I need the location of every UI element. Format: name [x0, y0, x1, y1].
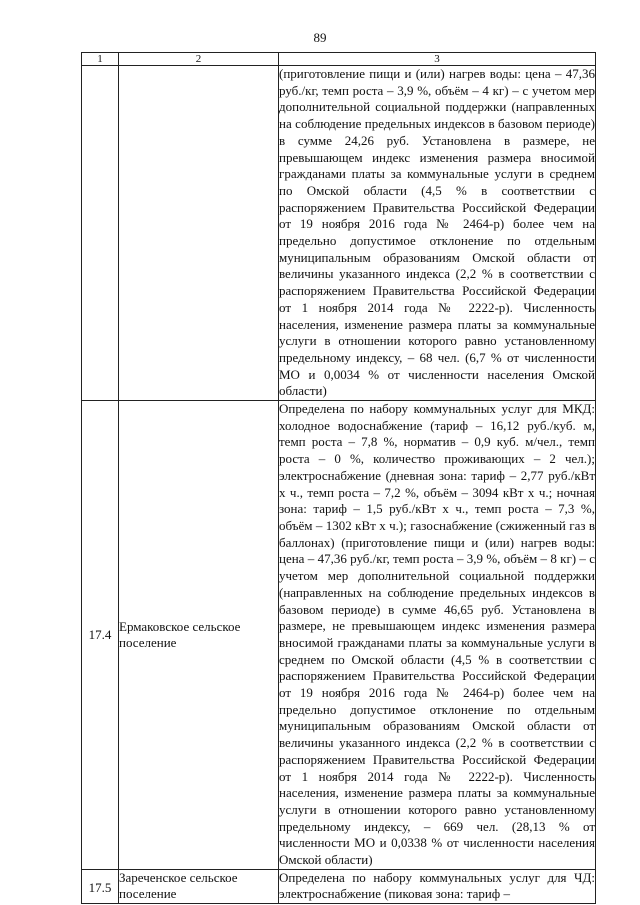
table-row: [82, 869, 596, 903]
header-col-3: 3: [279, 53, 596, 66]
row-settlement-name: Зареченское сельское поселение: [119, 869, 279, 903]
row-number: 17.5: [82, 869, 119, 903]
row-settlement-name: [119, 66, 279, 401]
table-header-row: [82, 53, 596, 66]
tariff-table: [81, 52, 596, 904]
header-col-2: 2: [119, 53, 279, 66]
row-description: Определена по набору коммунальных услуг для МКД: холодное водоснабжение (тариф – 16,12 руб./куб. м, темп роста – 7,8 %, норматив – 0,9 куб. м/чел., темп роста – 0 %, количество проживающих – 2 чел.); электроснабжение (дневная зона: тариф – 2,77 руб./кВт х ч., темп роста – 7,2 %, объём – 3094 кВт х ч.; ночная зона: тариф – 1,5 руб./кВт х ч., темп роста – 7,3 %, объём – 1302 кВт х ч.); газоснабжение (сжиженный газ в баллонах) (приготовление пищи и (или) нагрев воды: цена – 47,36 руб./кг, темп роста – 3,9 %, объём – 8 кг) – с учетом мер дополнительной социальной поддержки (направленных на соблюдение предельных индексов в базовом периоде) в сумме 46,65 руб. Установлена в размере, не превышающем индекс изменения размера вносимой гражданами платы за коммунальные услуги в среднем по Омской области (4,5 % в соответствии с распоряжением Правительства Российской Федерации от 19 ноября 2016 года № 2464-р) более чем на предельно допустимое отклонение по отдельным муниципальным образованиям Омской области от величины указанного индекса (2,2 % в соответствии с распоряжением Правительства Российской Федерации от 1 ноября 2014 года № 2222-р). Численность населения, изменение размера платы за коммунальные услуги в отношении которого равно установленному предельному индексу, – 669 чел. (28,13 % от численности МО и 0,0338 % от численности населения Омской области): [279, 401, 596, 870]
row-settlement-name: Ермаковское сельское поселение: [119, 401, 279, 870]
table-row: [82, 66, 596, 401]
page-number: 89: [313, 30, 327, 45]
row-number: 17.4: [82, 401, 119, 870]
header-col-1: 1: [82, 53, 119, 66]
table-row: [82, 401, 596, 870]
row-description: Определена по набору коммунальных услуг для ЧД: электроснабжение (пиковая зона: тариф –: [279, 869, 596, 903]
row-description: (приготовление пищи и (или) нагрев воды: цена – 47,36 руб./кг, темп роста – 3,9 %, объём – 4 кг) – с учетом мер дополнительной социальной поддержки (направленных на соблюдение предельных индексов в базовом периоде) в сумме 24,26 руб. Установлена в размере, не превышающем индекс изменения размера вносимой гражданами платы за коммунальные услуги в среднем по Омской области (4,5 % в соответствии с распоряжением Правительства Российской Федерации от 19 ноября 2016 года № 2464-р) более чем на предельно допустимое отклонение по отдельным муниципальным образованиям Омской области от величины указанного индекса (2,2 % в соответствии с распоряжением Правительства Российской Федерации от 1 ноября 2014 года № 2222-р). Численность населения, изменение размера платы за коммунальные услуги в отношении которого равно установленному предельному индексу, – 68 чел. (6,7 % от численности МО и 0,0034 % от численности населения Омской области): [279, 66, 596, 401]
row-number: [82, 66, 119, 401]
